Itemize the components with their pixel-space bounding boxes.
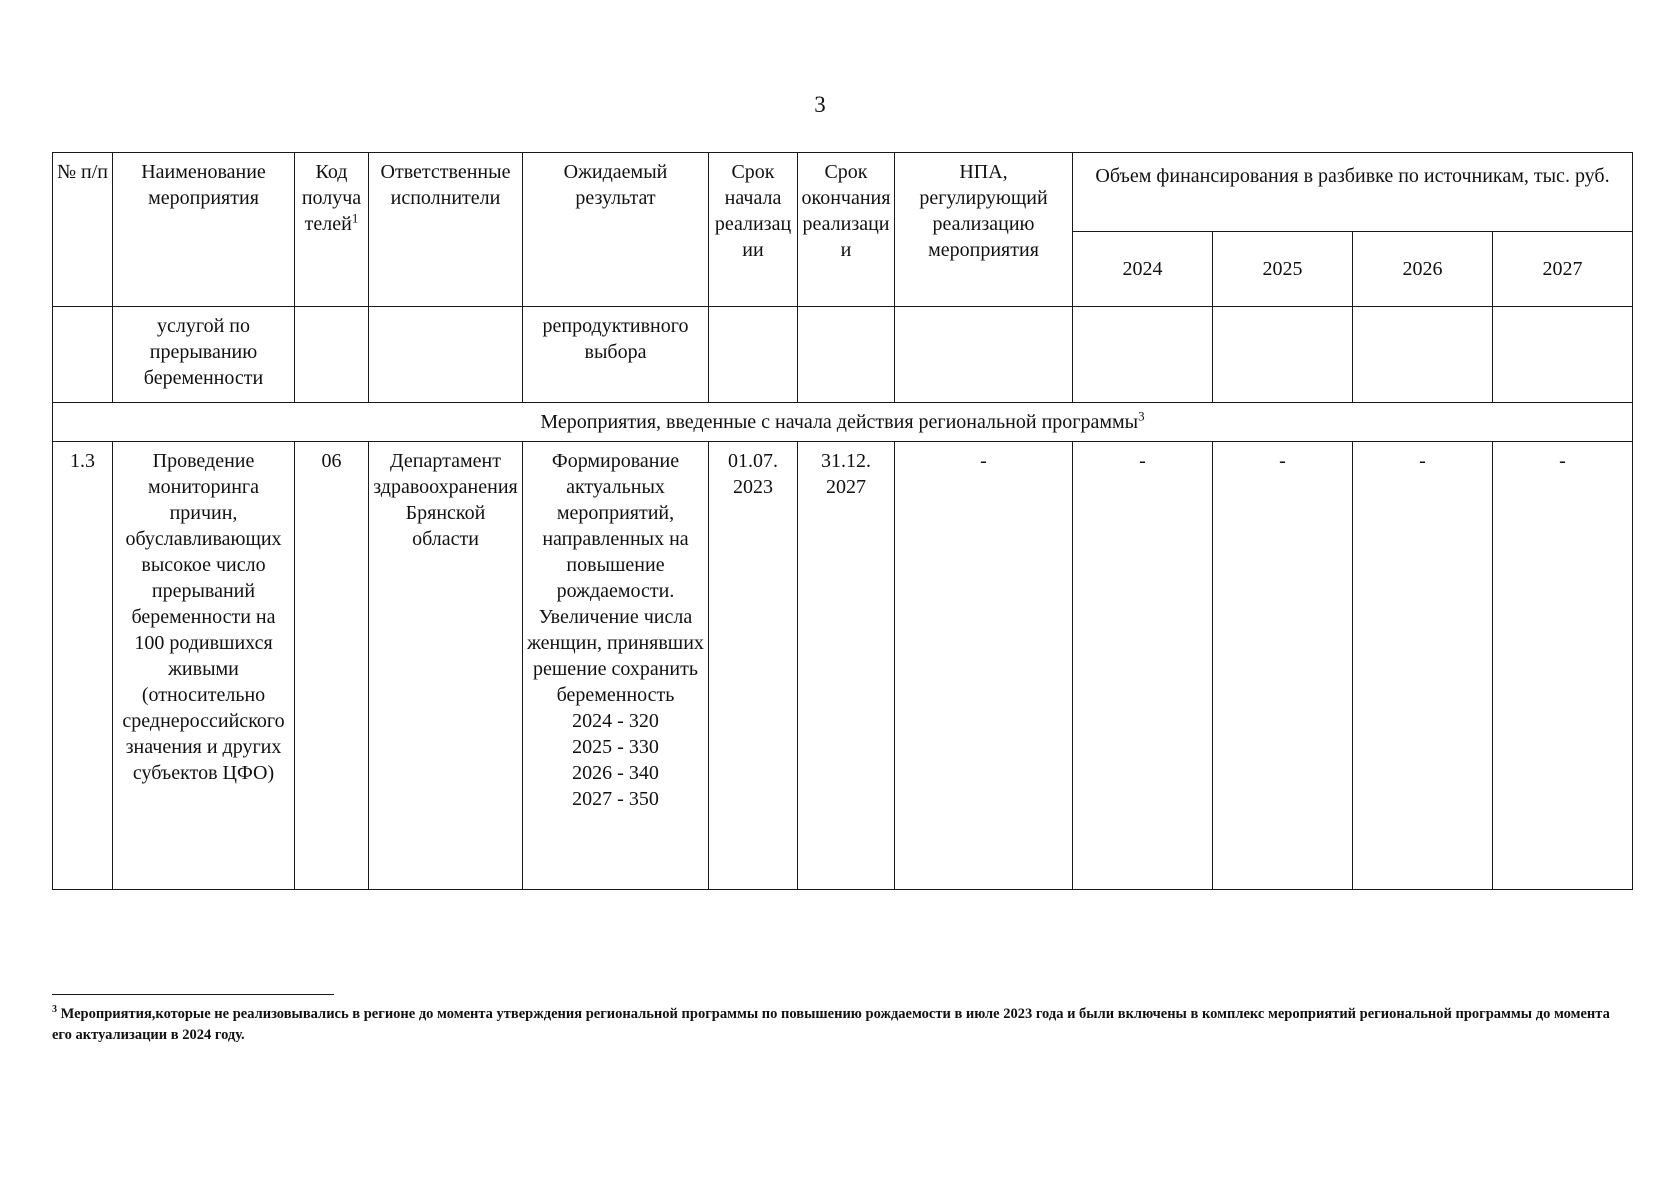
header-start: Срок начала реализации [709, 153, 798, 307]
footnote-ref-3: 3 [1138, 408, 1145, 424]
header-num: № п/п [53, 153, 113, 307]
continuation-row [53, 307, 1633, 403]
section-row [53, 403, 1633, 442]
header-row [53, 153, 1633, 232]
cont-start-cell [709, 307, 798, 403]
header-year-2024: 2024 [1073, 232, 1213, 307]
header-result: Ожидаемый результат [523, 153, 709, 307]
footnote-ref-1: 1 [351, 210, 359, 226]
cont-end-cell [798, 307, 895, 403]
row-result [523, 442, 709, 890]
footnote-divider [52, 994, 334, 995]
cont-fin-cell [1073, 307, 1213, 403]
row-end: 31.12. 2027 [798, 442, 895, 890]
cont-num-cell [53, 307, 113, 403]
header-end: Срок окончания реализации [798, 153, 895, 307]
row-fin-2025: - [1213, 442, 1353, 890]
section-title [53, 403, 1633, 442]
cont-result-cell: репродуктивного выбора [523, 307, 709, 403]
result-line: 2024 - 320 [572, 710, 659, 732]
footnote-marker: 3 [52, 1004, 57, 1016]
page-number: 3 [814, 92, 826, 117]
header-responsible: Ответственные исполнители [369, 153, 523, 307]
header-code-label: Код получателей [301, 161, 362, 235]
header-year-2026: 2026 [1353, 232, 1493, 307]
row-npa: - [895, 442, 1073, 890]
activities-table [52, 152, 1633, 890]
row-code: 06 [295, 442, 369, 890]
section-title-text: Мероприятия, введенные с начала действия региональной программы [540, 411, 1139, 433]
cont-fin-cell [1353, 307, 1493, 403]
header-year-2025: 2025 [1213, 232, 1353, 307]
row-fin-2026: - [1353, 442, 1493, 890]
header-financing: Объем финансирования в разбивке по источникам, тыс. руб. [1073, 153, 1633, 232]
row-start: 01.07. 2023 [709, 442, 798, 890]
cont-npa-cell [895, 307, 1073, 403]
cont-fin-cell [1213, 307, 1353, 403]
row-fin-2024: - [1073, 442, 1213, 890]
header-year-2027: 2027 [1493, 232, 1633, 307]
row-name: Проведение мониторинга причин, обуславливающих высокое число прерываний беременности на 100 родившихся живыми (относительно среднероссийского значения и других субъектов ЦФО) [113, 442, 295, 890]
header-npa: НПА, регулирующий реализацию мероприятия [895, 153, 1073, 307]
header-name: Наименование мероприятия [113, 153, 295, 307]
cont-code-cell [295, 307, 369, 403]
row-responsible: Департамент здравоохранения Брянской области [369, 442, 523, 890]
cont-responsible-cell [369, 307, 523, 403]
row-num: 1.3 [53, 442, 113, 890]
result-line: Увеличение числа женщин, принявших решение сохранить беременность [527, 606, 704, 706]
cont-name-cell: услугой по прерыванию беременности [113, 307, 295, 403]
table-row [53, 442, 1633, 890]
result-line: 2026 - 340 [572, 762, 659, 784]
footnote-text: Мероприятия,которые не реализовывались в регионе до момента утверждения региональной программы по повышению рождаемости в июле 2023 года и были включены в комплекс мероприятий региональной программы до момента его актуализации в 2024 году. [52, 1006, 1610, 1043]
footnote [52, 1004, 1612, 1046]
cont-fin-cell [1493, 307, 1633, 403]
result-line: Формирование актуальных мероприятий, направленных на повышение рождаемости. [542, 450, 689, 602]
result-line: 2027 - 350 [572, 788, 659, 810]
row-fin-2027: - [1493, 442, 1633, 890]
header-code [295, 153, 369, 307]
result-line: 2025 - 330 [572, 736, 659, 758]
